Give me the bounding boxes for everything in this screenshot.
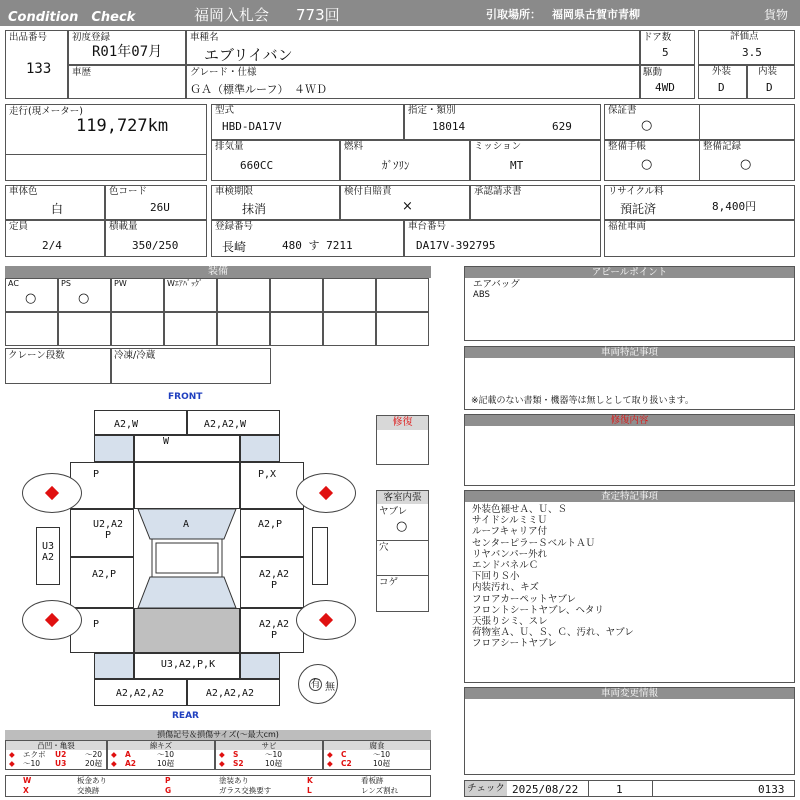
legend-text: S xyxy=(233,750,239,759)
front-label: FRONT xyxy=(168,392,203,402)
score-value: 3.5 xyxy=(742,46,762,59)
check-div-1 xyxy=(588,780,589,797)
legend-code: L xyxy=(307,786,312,795)
legend-group-name: 線キズ xyxy=(108,741,214,750)
note-line: 外装色褪せＡ、Ｕ、Ｓ xyxy=(472,504,568,515)
crane-label: クレーン段数 xyxy=(8,350,65,361)
legend-code: G xyxy=(165,786,172,795)
legend-diamond-icon: ◆ xyxy=(327,750,333,759)
auction-name: 福岡入札会 xyxy=(194,6,270,24)
equipment-mark: ○ xyxy=(78,291,90,306)
legend-diamond-icon: ◆ xyxy=(219,759,225,768)
manual-mark: ○ xyxy=(641,157,653,172)
luggage-floor[interactable] xyxy=(134,608,240,653)
cabin-tear-label: ヤブレ xyxy=(379,506,408,517)
repair-title: 修復 xyxy=(377,416,428,430)
warranty-label: 保証書 xyxy=(608,105,637,116)
approval-label: 承認請求書 xyxy=(474,186,522,197)
legend-title: 損傷記号＆損傷サイズ(〜最大cm) xyxy=(5,730,431,740)
legend-text: 10超 xyxy=(157,759,175,768)
color-value: 白 xyxy=(51,202,64,216)
check-number: 1 xyxy=(616,783,623,796)
wheel-front-left-icon[interactable] xyxy=(22,473,82,513)
capacity-label: 定員 xyxy=(9,221,29,232)
manual-divider xyxy=(699,140,700,181)
check-label: チェック xyxy=(465,781,507,796)
check-id: 0133 xyxy=(758,783,785,796)
equipment-label: PW xyxy=(114,279,127,288)
headlight-right[interactable] xyxy=(240,435,280,462)
equipment-cell xyxy=(5,312,58,346)
legend-text: 〜10 xyxy=(157,750,175,759)
header-bar xyxy=(0,0,800,26)
equipment-label: Wｴｱﾊﾞｯｸﾞ xyxy=(167,279,203,288)
exterior-value: D xyxy=(718,81,725,94)
cabin-burn-label: コゲ xyxy=(379,577,399,588)
legend-text: A2 xyxy=(125,759,137,768)
reg-area: 長崎 xyxy=(222,240,247,254)
legend-group-name: サビ xyxy=(216,741,322,750)
equipment-cell xyxy=(323,312,376,346)
engine-value: 660CC xyxy=(240,159,274,172)
special-title: 車両特記事項 xyxy=(465,347,794,358)
appeal-title: アピールポイント xyxy=(465,267,794,278)
vehicle-category: 貨物 xyxy=(764,8,789,22)
label-fender-left: P xyxy=(92,469,100,480)
recycle-status: 預託済 xyxy=(620,202,657,216)
legend-diamond-icon: ◆ xyxy=(327,759,333,768)
legend-group-name: 腐食 xyxy=(324,741,430,750)
model-value: HBD-DA17V xyxy=(222,120,282,133)
legend-text: C2 xyxy=(341,759,352,768)
drive-label: 駆動 xyxy=(643,67,663,78)
equipment-cell xyxy=(164,312,217,346)
notes-title: 査定特記事項 xyxy=(465,491,794,502)
model-label: 型式 xyxy=(215,105,235,116)
legend-text: C xyxy=(341,750,347,759)
equipment-cell xyxy=(270,278,323,312)
legend-code-text: レンズ割れ xyxy=(361,786,399,795)
equipment-cell xyxy=(217,278,270,312)
self-inspect-mark: × xyxy=(402,199,413,214)
reg-number: 480 す 7211 xyxy=(282,239,353,252)
note-line: エンドパネルＣ xyxy=(472,560,539,572)
interior-label: 内装 xyxy=(758,66,778,77)
note-line: 内装汚れ、キズ xyxy=(472,582,539,594)
taillight-left[interactable] xyxy=(94,653,134,679)
mileage-divider xyxy=(5,154,207,155)
change-title: 車両変更情報 xyxy=(465,688,794,699)
legend-diamond-icon: ◆ xyxy=(111,759,117,768)
legend-text: 〜10 xyxy=(373,750,391,759)
designation-label: 指定・類別 xyxy=(408,105,456,116)
color-code-value: 26U xyxy=(150,201,170,214)
vehicle-name: エブリイバン xyxy=(204,46,293,64)
equipment-cell xyxy=(111,312,164,346)
chassis-label: 車台番号 xyxy=(408,221,447,232)
legend-text: S2 xyxy=(233,759,244,768)
lot-label: 出品番号 xyxy=(9,32,48,43)
first-reg-label: 初度登録 xyxy=(72,32,111,43)
interior-value: D xyxy=(766,81,773,94)
engine-label: 排気量 xyxy=(215,141,244,152)
history-label: 車歴 xyxy=(72,67,92,78)
inspection-label: 車検期限 xyxy=(215,186,254,197)
label-bumper-fr: A2,A2,W xyxy=(203,419,247,430)
fuel-value: ｶﾞｿﾘﾝ xyxy=(382,159,410,172)
warranty-mark: ○ xyxy=(641,118,653,133)
auction-lot: 773回 xyxy=(296,6,340,24)
chassis-value: DA17V-392795 xyxy=(416,239,496,252)
note-line: サイドシルミミＵ xyxy=(472,515,548,527)
door-rear-left[interactable] xyxy=(70,557,134,608)
recycle-fee: 8,400円 xyxy=(712,200,757,213)
manual-label: 整備手帳 xyxy=(608,141,647,152)
equipment-label: AC xyxy=(8,279,19,288)
designation-value: 18014 xyxy=(432,120,466,133)
legend-text: 〜10 xyxy=(265,750,283,759)
cabin-hole-label: 穴 xyxy=(379,542,389,553)
side-sill-right[interactable] xyxy=(312,527,328,585)
special-note: ※記載のない書類・機器等は無しとして取り扱います。 xyxy=(471,396,694,406)
label-bumper-rl: A2,A2,A2 xyxy=(115,688,165,699)
legend-diamond-icon: ◆ xyxy=(219,750,225,759)
note-line: 下回りＳ小 xyxy=(472,571,520,583)
spare-none: 無 xyxy=(325,682,335,693)
equipment-cell xyxy=(376,278,429,312)
legend-group-name: 凸凹・亀裂 xyxy=(6,741,106,750)
cabin-div-2 xyxy=(376,575,429,576)
doors-value: 5 xyxy=(662,46,669,59)
drive-value: 4WD xyxy=(655,81,675,94)
label-quarter-right: A2,A2 P xyxy=(258,619,290,641)
legend-text: 〜10 xyxy=(23,759,41,768)
doors-label: ドア数 xyxy=(643,32,672,43)
label-grille: W xyxy=(162,436,170,447)
mileage-label: 走行(現メーター) xyxy=(9,106,83,117)
cabin-div-1 xyxy=(376,540,429,541)
label-fender-right: P,X xyxy=(257,469,277,480)
hood[interactable] xyxy=(134,462,240,509)
label-roof: A xyxy=(182,519,190,530)
label-door-fr: A2,P xyxy=(257,519,283,530)
appeal-line-1: エアバッグ xyxy=(473,279,520,290)
legend-text: A xyxy=(125,750,131,759)
cabin-title: 客室内張 xyxy=(377,491,428,504)
legend-text: 20超 xyxy=(85,759,103,768)
score-label: 評価点 xyxy=(730,31,759,42)
mileage-value: 119,727km xyxy=(76,116,169,136)
legend-diamond-icon: ◆ xyxy=(9,759,15,768)
fridge-label: 冷凍/冷蔵 xyxy=(114,350,156,361)
legend-diamond-icon: ◆ xyxy=(9,750,15,759)
wheel-rear-left-icon[interactable] xyxy=(22,600,82,640)
legend-code-text: ガラス交換要す xyxy=(219,786,272,795)
grade-value: ＧＡ（標準ルーフ） ４ＷＤ xyxy=(190,83,327,96)
equipment-cell xyxy=(323,278,376,312)
first-reg-value: R01年07月 xyxy=(92,44,163,60)
note-line: フロントシートヤブレ、ヘタリ xyxy=(472,604,604,616)
capacity-value: 2/4 xyxy=(42,239,62,252)
grade-label: グレード・仕様 xyxy=(190,67,257,78)
label-side-sill: U3 A2 xyxy=(41,541,55,563)
headlight-left[interactable] xyxy=(94,435,134,462)
check-div-2 xyxy=(652,780,653,797)
exterior-label: 外装 xyxy=(712,66,732,77)
legend-text: 10超 xyxy=(373,759,391,768)
cabin-tear-mark: ○ xyxy=(396,519,408,534)
note-line: フロアシートヤブレ xyxy=(472,638,557,650)
legend-text: 10超 xyxy=(265,759,283,768)
spare-present: 有 xyxy=(310,679,321,690)
color-label: 車体色 xyxy=(9,186,38,197)
equipment-cell xyxy=(58,312,111,346)
recycle-label: リサイクル料 xyxy=(608,186,664,197)
legend-code: K xyxy=(307,776,313,785)
door-front-right[interactable] xyxy=(240,509,304,557)
note-line: センターピラーＳベルトＡＵ xyxy=(472,537,596,549)
self-inspect-label: 検付自賠責 xyxy=(344,186,392,197)
inspection-value: 抹消 xyxy=(242,202,267,216)
note-line: ルーフキャリア付 xyxy=(472,526,548,538)
category-number: 629 xyxy=(552,120,572,133)
mission-label: ミッション xyxy=(474,141,522,152)
label-door-rl: A2,P xyxy=(91,569,117,580)
legend-text: 〜20 xyxy=(85,750,103,759)
name-label: 車種名 xyxy=(190,32,219,43)
legend-code-text: 板金あり xyxy=(77,776,107,785)
legend-code-text: 交換跡 xyxy=(77,786,100,795)
legend-code-text: 塗装あり xyxy=(219,776,249,785)
note-line: 天張りシミ、スレ xyxy=(472,616,548,628)
lot-number: 133 xyxy=(26,61,52,77)
note-line: 荷物室Ａ、Ｕ、Ｓ、Ｃ、汚れ、ヤブレ xyxy=(472,627,634,639)
load-label: 積載量 xyxy=(109,221,138,232)
legend-code-text: 看板跡 xyxy=(361,776,384,785)
equipment-label: PS xyxy=(61,279,71,288)
label-quarter-left: P xyxy=(92,619,100,630)
record-label: 整備記録 xyxy=(703,141,742,152)
load-value: 350/250 xyxy=(132,239,179,252)
taillight-right[interactable] xyxy=(240,653,280,679)
equipment-header: 装備 xyxy=(5,266,431,278)
color-code-label: 色コード xyxy=(109,186,148,197)
legend-code: P xyxy=(165,776,171,785)
fuel-label: 燃料 xyxy=(344,141,364,152)
equipment-cell xyxy=(270,312,323,346)
label-door-rr: A2,A2 P xyxy=(258,569,290,591)
equipment-cell xyxy=(376,312,429,346)
legend-text: U2 xyxy=(55,750,67,759)
notes-list xyxy=(472,504,634,650)
repair-detail-title: 修復内容 xyxy=(465,415,794,426)
check-date: 2025/08/22 xyxy=(512,783,579,796)
record-mark: ○ xyxy=(740,157,752,172)
label-bumper-rr: A2,A2,A2 xyxy=(205,688,255,699)
legend-diamond-icon: ◆ xyxy=(111,750,117,759)
rear-label: REAR xyxy=(172,711,199,721)
reg-label: 登録番号 xyxy=(215,221,254,232)
grille[interactable] xyxy=(134,435,240,462)
note-line: リヤバンパー外れ xyxy=(472,548,548,560)
pickup-label: 引取場所： xyxy=(486,8,541,21)
label-bumper-fl: A2,W xyxy=(113,419,139,430)
mission-value: MT xyxy=(510,159,524,172)
legend-code: X xyxy=(23,786,29,795)
label-rear-panel: U3,A2,P,K xyxy=(160,659,216,670)
equipment-cell xyxy=(217,312,270,346)
appeal-line-2: ABS xyxy=(473,290,490,300)
equipment-mark: ○ xyxy=(25,291,37,306)
legend-text: U3 xyxy=(55,759,67,768)
legend-text: エクボ xyxy=(23,750,46,759)
wheel-rear-right-icon[interactable] xyxy=(296,600,356,640)
change-box xyxy=(464,687,795,775)
brand-title: Condition Check xyxy=(8,10,136,25)
wheel-front-right-icon[interactable] xyxy=(296,473,356,513)
legend-code: W xyxy=(23,776,32,785)
welfare-label: 福祉車両 xyxy=(608,221,647,232)
warranty-divider xyxy=(699,104,700,140)
pickup-place: 福岡県古賀市青柳 xyxy=(552,8,640,21)
label-door-fl: U2,A2 P xyxy=(92,519,124,541)
note-line: フロアカーペットヤブレ xyxy=(472,593,577,605)
